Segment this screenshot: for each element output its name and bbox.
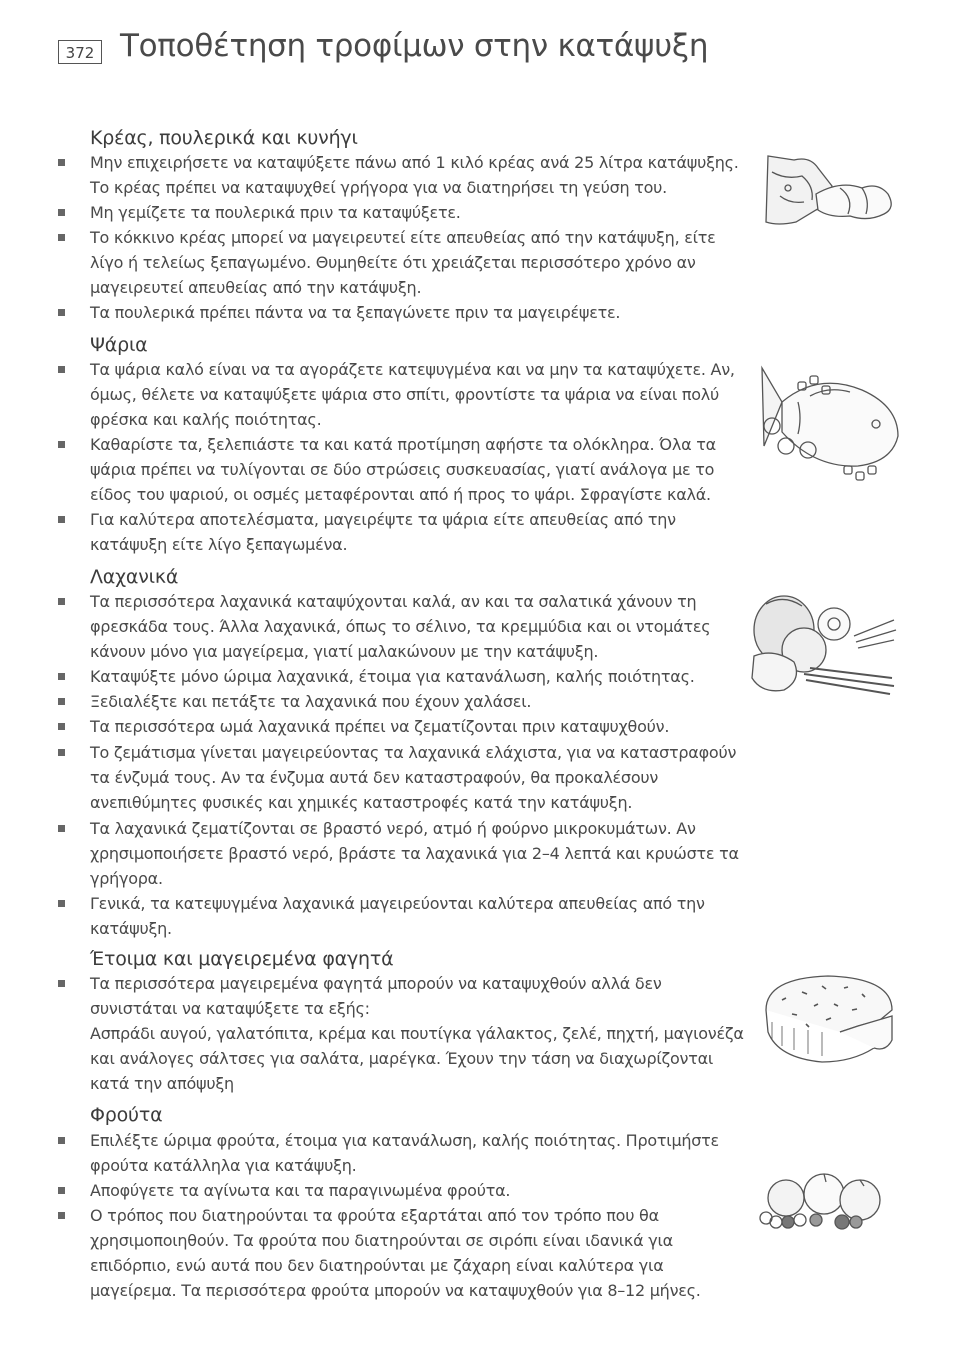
fruit-illustration bbox=[756, 1170, 892, 1230]
list-item: Αποφύγετε τα αγίνωτα και τα παραγινωμένα φρούτα. bbox=[90, 1178, 750, 1203]
list-item: Μη γεμίζετε τα πουλερικά πριν τα καταψύξετε. bbox=[90, 200, 750, 225]
page-title: Τοποθέτηση τροφίμων στην κατάψυξη bbox=[120, 28, 709, 64]
list-item: Για καλύτερα αποτελέσματα, μαγειρέψτε τα ψάρια είτε απευθείας από την κατάψυξη είτε λίγο ξεπαγωμένα. bbox=[90, 507, 750, 557]
meat-illustration bbox=[758, 152, 900, 230]
vegetables-illustration bbox=[744, 590, 900, 706]
list-item: Τα λαχανικά ζεματίζονται σε βραστό νερό, ατμό ή φούρνο μικροκυμάτων. Αν χρησιμοποιήσετε βραστό νερό, βράστε τα λαχανικά για 2–4 λεπτά και κρυώστε τα γρήγορα. bbox=[90, 816, 750, 891]
list-item: Ο τρόπος που διατηρούνται τα φρούτα εξαρτάται από τον τρόπο που θα χρησιμοποιηθούν. Τα φρούτα που διατηρούνται σε σιρόπι είναι ιδανικά για επιδόρπιο, ενώ αυτά που δεν διατηρούνται με ζάχαρη είναι καλύτερα για μαγείρεμα. Τα περισσότερα φρούτα μπορούν να καταψυχθούν για 8–12 μήνες. bbox=[90, 1203, 750, 1303]
section-heading-meat: Κρέας, πουλερικά και κυνήγι bbox=[90, 127, 358, 149]
pie-illustration bbox=[762, 970, 898, 1074]
list-item: Καθαρίστε τα, ξελεπιάστε τα και κατά προτίμηση αφήστε τα ολόκληρα. Όλα τα ψάρια πρέπει να τυλίγονται σε δύο στρώσεις συσκευασίας, γιατί ανάλογα με το είδος του ψαριού, οι οσμές μεταφέρονται από ή προς το ψάρι. Σφραγίστε καλά. bbox=[90, 432, 750, 507]
list-item: Τα περισσότερα μαγειρεμένα φαγητά μπορούν να καταψυχθούν αλλά δεν συνιστάται να καταψύξετε τα εξής: Ασπράδι αυγού, γαλατόπιτα, κρέμα και πουτίγκα γάλακτος, ζελέ, πηχτή, μαγιονέζα και ανάλογες σάλτσες για σαλάτα, μαρέγκα. Έχουν την τάση να διαχωρίζονται κατά την απόψυξη bbox=[90, 971, 750, 1096]
list-item: Τα πουλερικά πρέπει πάντα να τα ξεπαγώνετε πριν τα μαγειρέψετε. bbox=[90, 300, 750, 325]
section-heading-cooked-food: Έτοιμα και μαγειρεμένα φαγητά bbox=[90, 948, 394, 970]
list-item: Τα περισσότερα ωμά λαχανικά πρέπει να ζεματίζονται πριν καταψυχθούν. bbox=[90, 714, 750, 739]
section-heading-vegetables: Λαχανικά bbox=[90, 566, 179, 588]
list-item: Γενικά, τα κατεψυγμένα λαχανικά μαγειρεύονται καλύτερα απευθείας από την κατάψυξη. bbox=[90, 891, 750, 941]
page-number: 372 bbox=[58, 40, 102, 64]
list-item: Ξεδιαλέξτε και πετάξτε τα λαχανικά που έχουν χαλάσει. bbox=[90, 689, 750, 714]
section-heading-fish: Ψάρια bbox=[90, 334, 148, 356]
list-item: Επιλέξτε ώριμα φρούτα, έτοιμα για κατανάλωση, καλής ποιότητας. Προτιμήστε φρούτα κατάλληλα για κατάψυξη. bbox=[90, 1128, 750, 1178]
page-header bbox=[58, 28, 938, 74]
list-item: Μην επιχειρήσετε να καταψύξετε πάνω από 1 κιλό κρέας ανά 25 λίτρα κατάψυξης. Το κρέας πρέπει να καταψυχθεί γρήγορα για να διατηρήσει τη γεύση του. bbox=[90, 150, 750, 200]
list-item: Το κόκκινο κρέας μπορεί να μαγειρευτεί είτε απευθείας από την κατάψυξη, είτε λίγο ή τελείως ξεπαγωμένο. Θυμηθείτε ότι χρειάζεται περισσότερο χρόνο αν μαγειρευτεί απευθείας από την κατάψυξη. bbox=[90, 225, 750, 300]
list-item: Το ζεμάτισμα γίνεται μαγειρεύοντας τα λαχανικά ελάχιστα, για να καταστραφούν τα ένζυμά τους. Αν τα ένζυμα αυτά δεν καταστραφούν, θα προκαλέσουν ανεπιθύμητες φυσικές και χημικές καταστροφές κατά την κατάψυξη. bbox=[90, 740, 750, 815]
fish-illustration bbox=[758, 362, 904, 486]
list-item: Τα περισσότερα λαχανικά καταψύχονται καλά, αν και τα σαλατικά χάνουν τη φρεσκάδα τους. Άλλα λαχανικά, όπως το σέλινο, τα κρεμμύδια και οι ντομάτες κάνουν μόνο για μαγείρεμα, γιατί μαλακώνουν με την κατάψυξη. bbox=[90, 589, 750, 664]
list-item: Τα ψάρια καλό είναι να τα αγοράζετε κατεψυγμένα και να μην τα καταψύχετε. Αν, όμως, θέλετε να καταψύξετε ψάρια στο σπίτι, φροντίστε τα ψάρια να είναι πολύ φρέσκα και καλής ποιότητας. bbox=[90, 357, 750, 432]
list-item: Καταψύξτε μόνο ώριμα λαχανικά, έτοιμα για κατανάλωση, καλής ποιότητας. bbox=[90, 664, 750, 689]
section-heading-fruit: Φρούτα bbox=[90, 1104, 163, 1126]
